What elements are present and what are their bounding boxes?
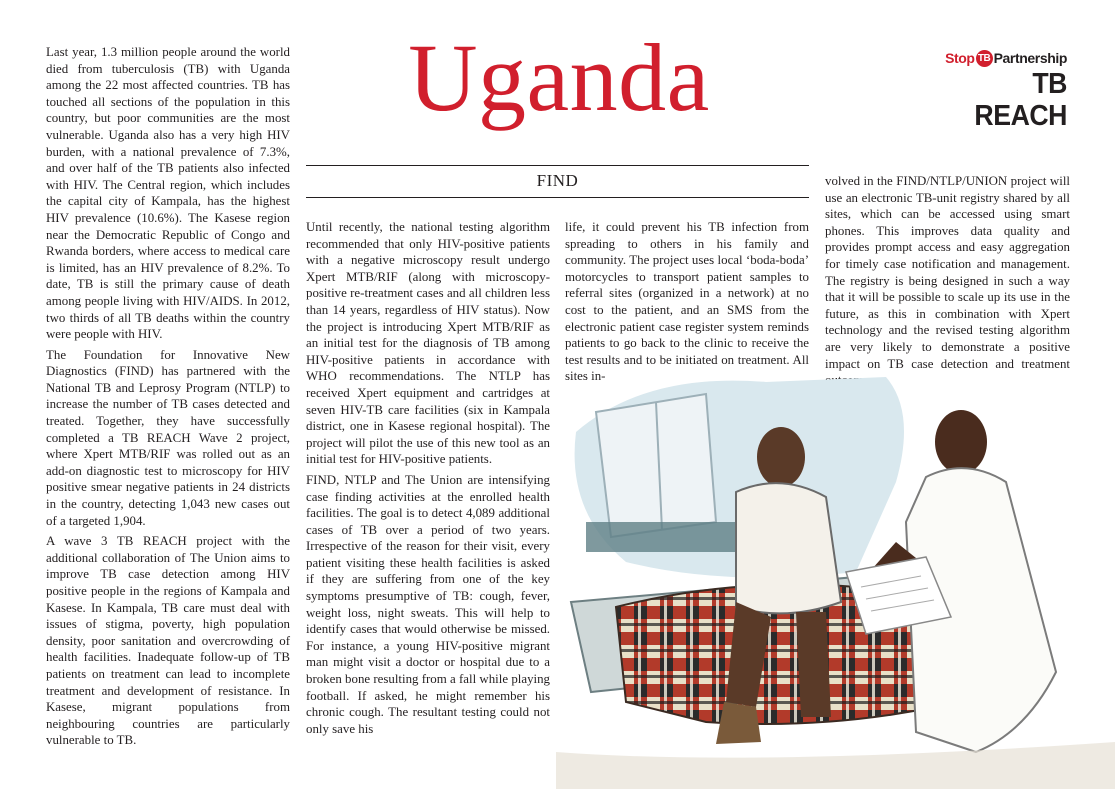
brand-top-line bbox=[935, 48, 1067, 68]
text-column-3 bbox=[565, 219, 809, 389]
paragraph: The Foundation for Innovative New Diagnostics (FIND) has partnered with the National TB and Leprosy Program (NTLP) to increase the number of TB cases detected and treated. Together, they have successfully completed a TB REACH Wave 2 project, where Xpert MTB/RIF was rolled out as an add-on diagnostic test to microscopy for HIV positive smear negative patients in 24 districts in the country, detecting 1,043 new cases out of a targeted 1,904. bbox=[46, 347, 290, 528]
patient-shirt bbox=[736, 483, 841, 613]
section-rule-bottom bbox=[306, 197, 809, 198]
floor bbox=[556, 742, 1115, 789]
doctor-head bbox=[935, 410, 987, 474]
patient-head bbox=[757, 427, 805, 487]
brand-name: TB REACH bbox=[974, 68, 1067, 132]
paragraph: life, it could prevent his TB infection from spreading to others in his family and community. The project uses local ‘boda-boda’ motorcycles to transport patient samples to referral sites (organized in a network) at no cost to the patient, and an SMS from the electronic patient case register system reminds patients to go back to the clinic to receive the test results and to be initiated on treatment. All sites in- bbox=[565, 220, 809, 384]
section-heading: FIND bbox=[536, 171, 579, 190]
text-column-2 bbox=[306, 219, 550, 741]
paragraph: A wave 3 TB REACH project with the additional collaboration of The Union aims to improve TB case detection among HIV positive people in the regions of Kampala and Kasese. In Kampala, TB care must deal with issues of stigma, poverty, high population density, poor sanitation and overcrowding of health facilities. Inadequate follow-up of TB patients on treatment can lead to incomplete treatment and development of resistance. In Kasese, migrant populations from neighbouring countries are particularly vulnerable to TB. bbox=[46, 534, 290, 748]
brand-stop: Stop bbox=[945, 50, 975, 66]
text-column-1 bbox=[46, 44, 290, 753]
section-rule-top bbox=[306, 165, 809, 166]
paragraph: FIND, NTLP and The Union are intensifying case finding activities at the enrolled health facilities. The goal is to detect 4,089 additional cases of TB over a period of two years. Irrespective of the reason for their visit, every patient visiting these health facilities is asked if they are suffering from one of the key symptoms presumptive of TB: cough, fever, weight loss, night sweats. This will help to identify cases that would otherwise be missed. For instance, a young HIV-positive migrant man might visit a doctor or hospital due to a broken bone resulting from a fall while playing football. If asked, he might remember his chronic cough. The resultant testing could not only save his bbox=[306, 472, 550, 736]
paragraph: volved in the FIND/NTLP/UNION project will use an electronic TB-unit registry shared by all sites, which can be accessed using smart phones. This improves data quality and provides prompt access and easy aggregation for timely case notification and management. The registry is being designed in such a way that it will be possible to scale up its use in the future, as this in combination with Xpert technology and the revised testing algorithm are very likely to demonstrate a positive impact on TB case detection and treatment bbox=[825, 174, 1070, 371]
clinic-scene-illustration bbox=[556, 372, 1115, 789]
tb-badge-icon: TB bbox=[976, 50, 993, 67]
brand-partnership: Partnership bbox=[993, 50, 1067, 66]
page-title: Uganda bbox=[408, 24, 710, 131]
paragraph: Last year, 1.3 million people around the world died from tuberculosis (TB) with Uganda among the 22 most affected countries. TB has touched all sections of the population in this country, but poor communities are the most vulnerable. Uganda also has a very high HIV burden, with a national prevalence of 7.3%, and over half of the TB patients also infected with HIV. The Central region, which includes the capital city of Kampala, has the highest HIV prevalence (10.6%). The Kasese region near the Democratic Republic of Congo and Rwanda borders, where access to medical care is limited, has an HIV prevalence of 8.2%. To date, TB is still the primary cause of death among people living with HIV/AIDS. In 2012, two thirds of all TB deaths within the country were people with HIV. bbox=[46, 45, 290, 342]
paragraph: Until recently, the national testing algorithm recommended that only HIV-positive patients with a negative microscopy result undergo Xpert MTB/RIF (along with microscopy-positive re-treatment cases and all children less than 14 years, regardless of HIV status). Now the project is introducing Xpert MTB/RIF as an initial test for the diagnosis of TB among HIV-positive patients in accordance with WHO recommendations. The NTLP has received Xpert equipment and cartridges at seven HIV-TB care facilities (six in Kampala district, one in Kasese regional hospital). The project will pilot the use of this new tool as an initial test for HIV-positive patients. bbox=[306, 220, 550, 467]
text-column-4 bbox=[825, 173, 1070, 393]
stop-tb-partnership-logo bbox=[935, 48, 1067, 132]
